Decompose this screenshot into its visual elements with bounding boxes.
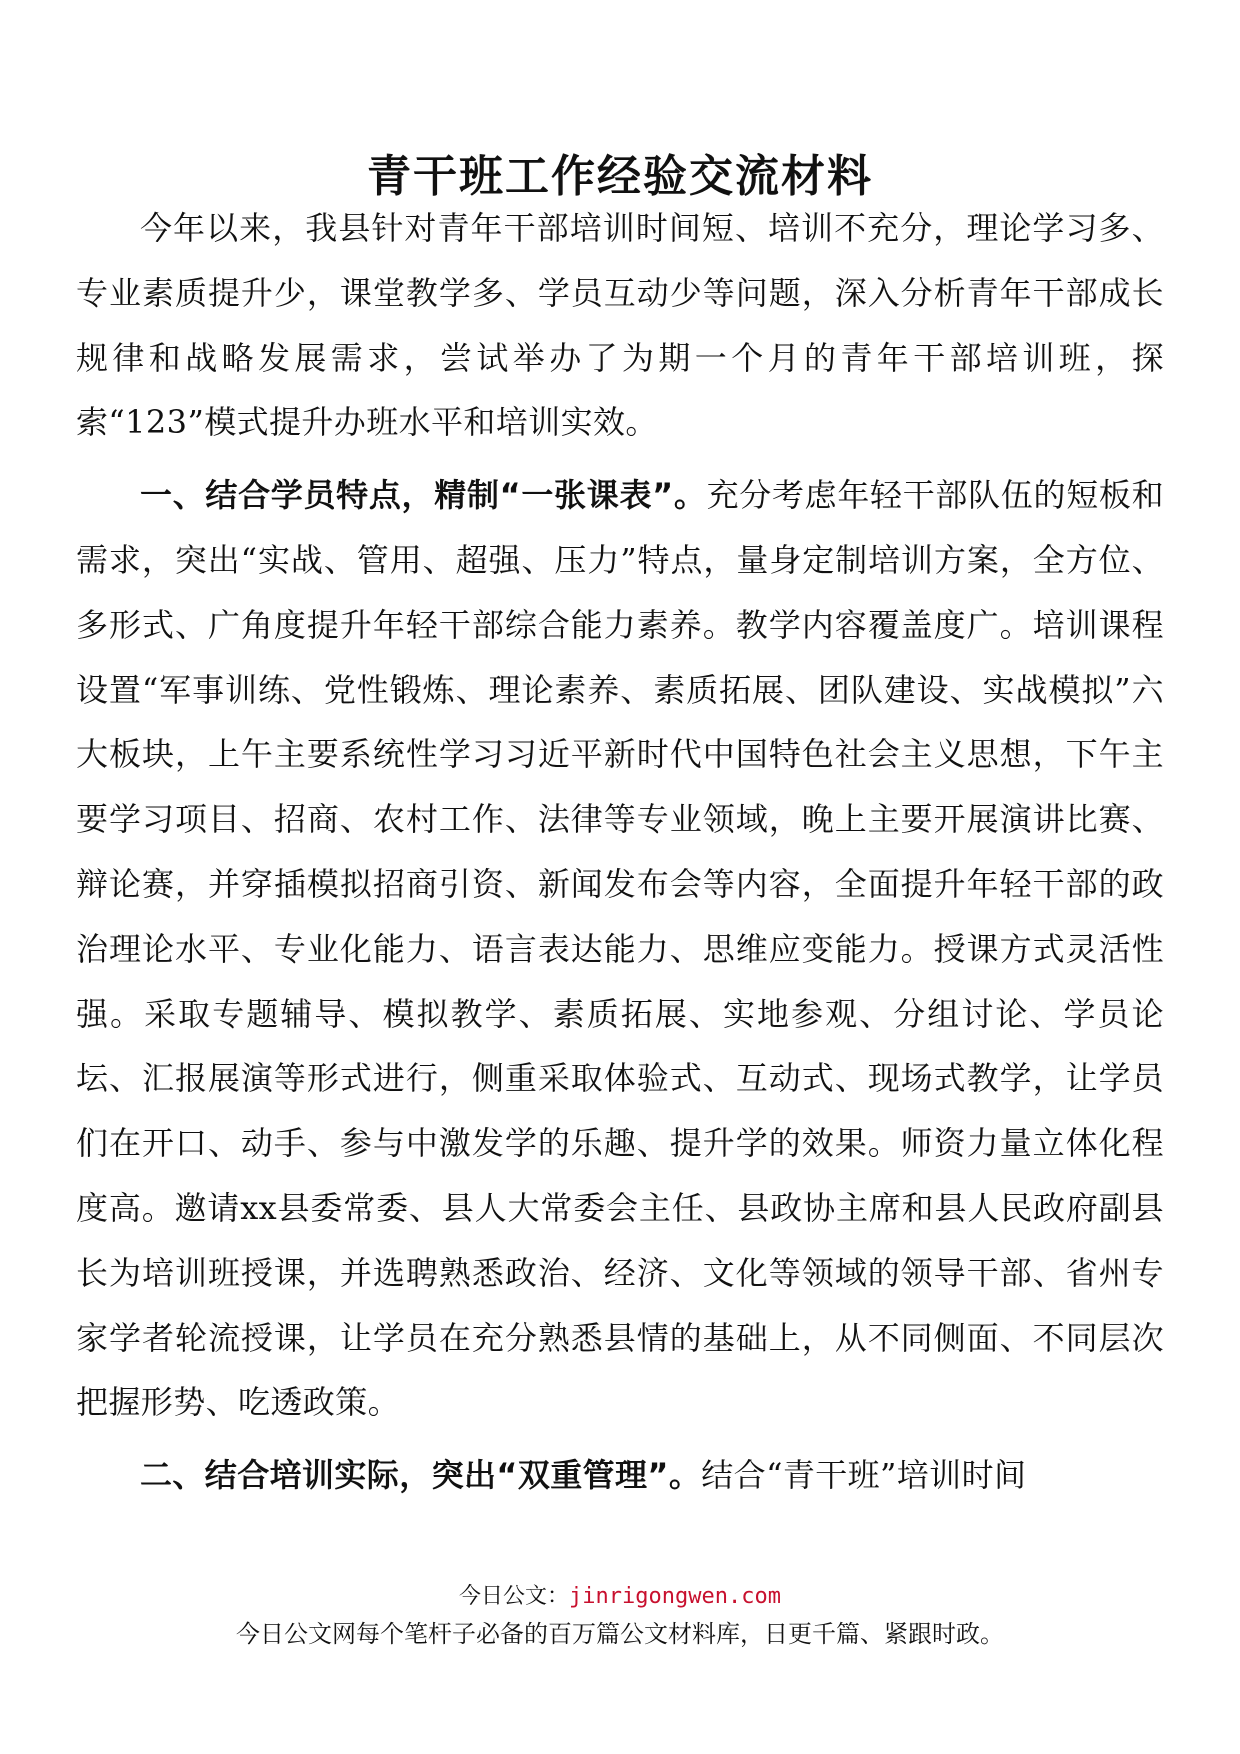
footer-site-label: 今日公文： xyxy=(459,1584,570,1609)
section-heading: 一、结合学员特点，精制“一张课表”。 xyxy=(140,476,707,515)
paragraph-intro xyxy=(76,196,1164,455)
document-body xyxy=(76,196,1164,1508)
document-title: 青干班工作经验交流材料 xyxy=(367,151,873,203)
page-footer xyxy=(0,1582,1240,1650)
paragraph-text: 今年以来，我县针对青年干部培训时间短、培训不充分，理论学习多、专业素质提升少，课堂教学多、学员互动少等问题，深入分析青年干部成长规律和战略发展需求，尝试举办了为期一个月的青年干部培训班，探索“123”模式提升办班水平和培训实效。 xyxy=(76,209,1164,442)
paragraph-section-1 xyxy=(76,463,1164,1435)
paragraph-text: 结合“青干班”培训时间 xyxy=(701,1456,1027,1495)
footer-slogan: 今日公文网每个笔杆子必备的百万篇公文材料库，日更千篇、紧跟时政。 xyxy=(236,1620,1004,1648)
paragraph-text: 充分考虑年轻干部队伍的短板和需求，突出“实战、管用、超强、压力”特点，量身定制培训方案，全方位、多形式、广角度提升年轻干部综合能力素养。教学内容覆盖度广。培训课程设置“军事训练、党性锻炼、理论素养、素质拓展、团队建设、实战模拟”六大板块，上午主要系统性学习习近平新时代中国特色社会主义思想，下午主要学习项目、招商、农村工作、法律等专业领域，晚上主要开展演讲比赛、辩论赛，并穿插模拟招商引资、新闻发布会等内容，全面提升年轻干部的政治理论水平、专业化能力、语言表达能力、思维应变能力。授课方式灵活性强。采取专题辅导、模拟教学、素质拓展、实地参观、分组讨论、学员论坛、汇报展演等形式进行，侧重采取体验式、互动式、现场式教学，让学员们在开口、动手、参与中激发学的乐趣、提升学的效果。师资力量立体化程度高。邀请xx县委常委、县人大常委会主任、县政协主席和县人民政府副县长为培训班授课，并选聘熟悉政治、经济、文化等领域的领导干部、省州专家学者轮流授课，让学员在充分熟悉县情的基础上，从不同侧面、不同层次把握形势、吃透政策。 xyxy=(76,476,1164,1422)
paragraph-section-2 xyxy=(76,1443,1164,1508)
footer-site-link[interactable]: jinrigongwen.com xyxy=(569,1584,781,1609)
section-heading: 二、结合培训实际，突出“双重管理”。 xyxy=(140,1456,702,1495)
footer-site-line xyxy=(0,1582,1240,1612)
